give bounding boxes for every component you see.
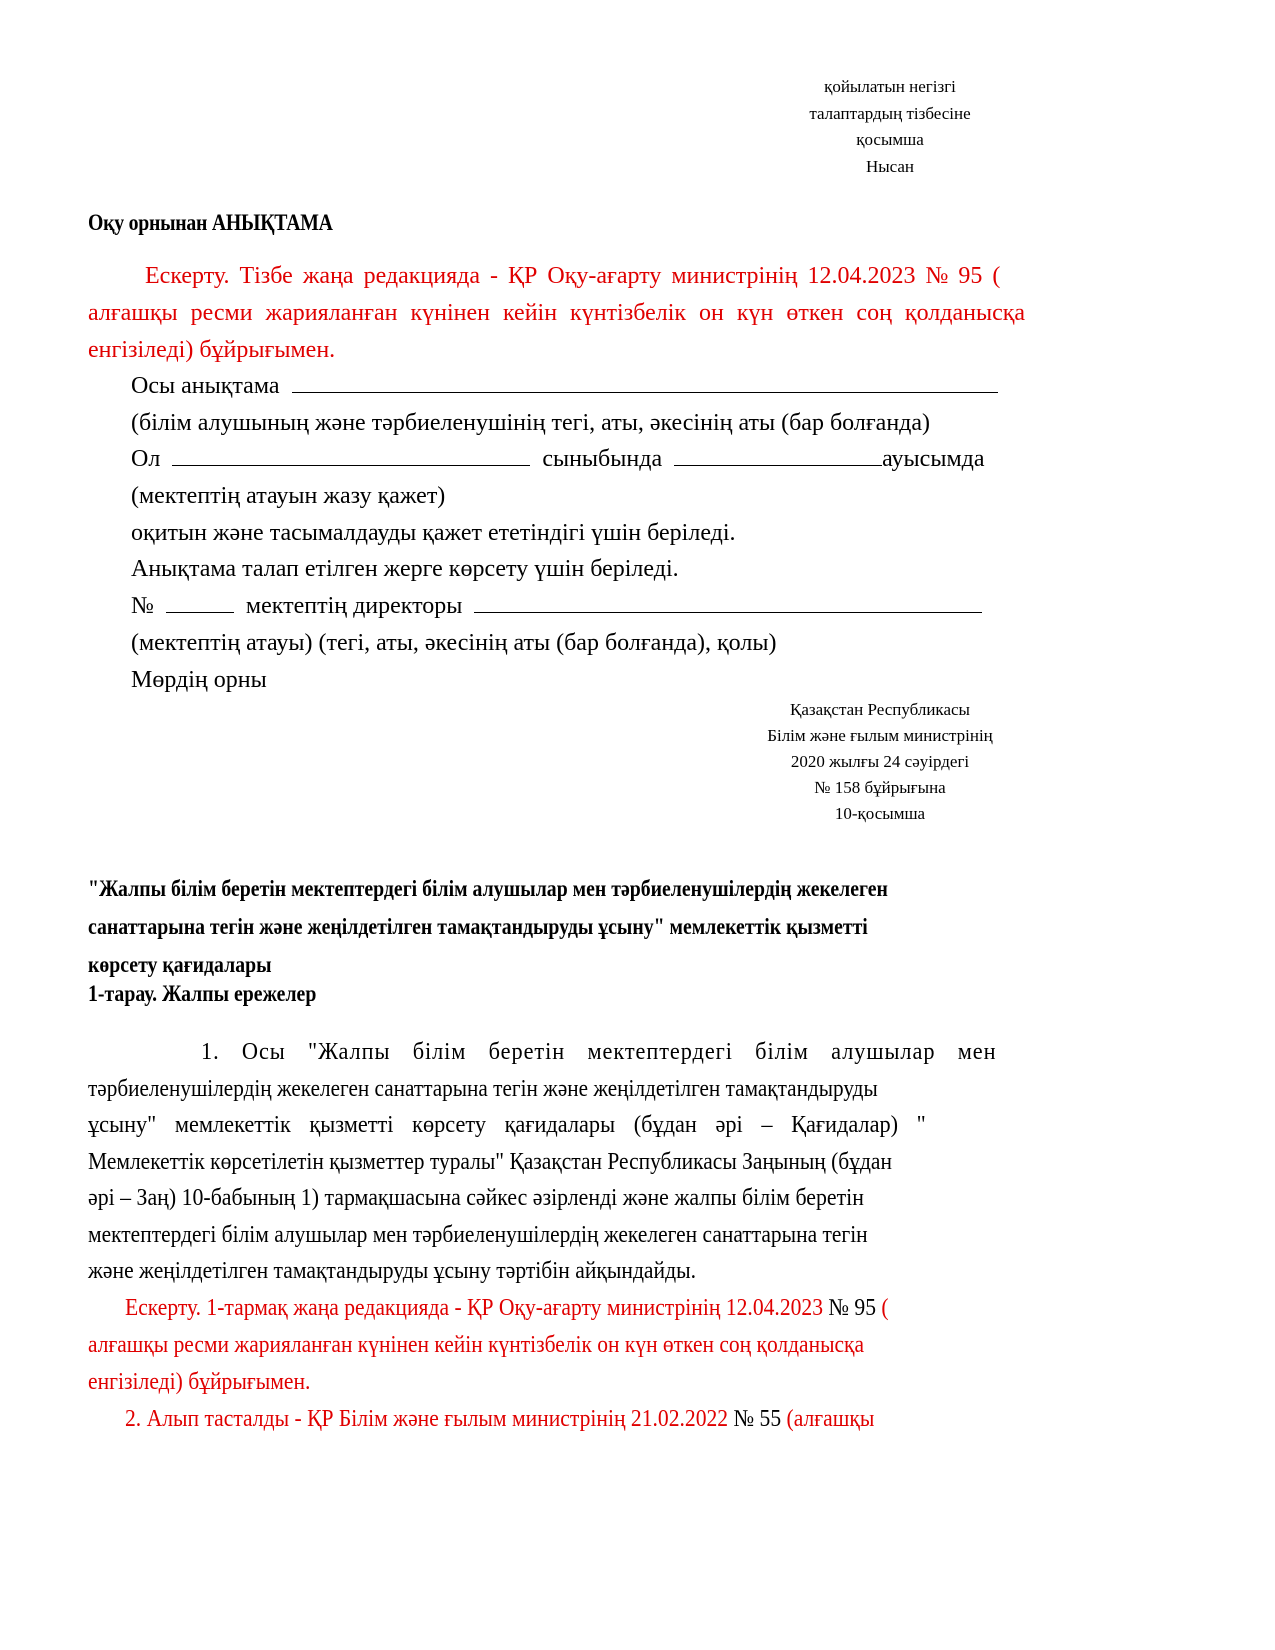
paragraph-line: Мемлекеттік көрсетілетін қызметтер туралы" Қазақстан Республикасы Заңының (бұдан: [88, 1148, 892, 1175]
student-name-blank[interactable]: [292, 370, 998, 393]
paragraph-2-text: (алғашқы: [786, 1406, 875, 1432]
note2-line: енгізіледі) бұйрығымен.: [88, 1369, 311, 1395]
order-header-line: 10-қосымша: [834, 804, 926, 823]
order-header-line: 2020 жылғы 24 сәуірдегі: [790, 752, 970, 771]
appendix-header-line: қойылатын негізгі: [824, 77, 956, 96]
form-line-1: [131, 368, 998, 405]
order-header: [730, 697, 1030, 827]
form-line-2: (білім алушының және тәрбиеленушінің тегі, аты, әкесінің аты (бар болғанда): [131, 409, 931, 436]
note-line: енгізіледі) бұйрығымен.: [88, 337, 336, 363]
note2-text: Ескерту. 1-тармақ жаңа редакцияда - ҚР Оқу-ағарту министрінің 12.04.2023: [125, 1295, 824, 1321]
note-line: алғашқы ресми жарияланған күнінен кейін күнтізбелік он күн өткен соң қолданысқа: [88, 300, 1026, 326]
appendix-header: [740, 74, 1040, 180]
note-line: Ескерту. Тізбе жаңа редакцияда - ҚР Оқу-ағарту министрінің 12.04.2023 № 95 (: [145, 263, 1001, 289]
paragraph-line: 1. Осы "Жалпы білім беретін мектептердегі білім алушылар мен: [201, 1039, 997, 1065]
form-line-6: Анықтама талап етілген жерге көрсету үшін беріледі.: [131, 556, 679, 583]
paragraph-2-line: [125, 1401, 874, 1438]
note2-line-1: [125, 1290, 889, 1327]
appendix-header-line: Нысан: [865, 156, 915, 176]
order-header-line: № 158 бұйрығына: [814, 778, 946, 797]
paragraph-1: [88, 1034, 1180, 1290]
paragraph-line: және жеңілдетілген тамақтандыруды ұсыну тәртібін айқындайды.: [88, 1258, 696, 1284]
paragraph-line: ұсыну" мемлекеттік қызметті көрсету қағидалары (бұдан әрі – Қағидалар) ": [88, 1112, 926, 1138]
form-label-number: №: [131, 593, 154, 620]
amendment-note-2: [88, 1290, 1180, 1438]
appendix-header-line: талаптардың тізбесіне: [809, 103, 971, 123]
paragraph-line: әрі – Заң) 10-бабының 1) тармақшасына сәйкес әзірленді және жалпы білім беретін: [88, 1185, 864, 1211]
form-line-4: (мектептің атауын жазу қажет): [131, 483, 446, 510]
form-label-class: сыныбында: [542, 446, 663, 473]
form-label-certificate: Осы анықтама: [131, 373, 280, 399]
order-header-line: Қазақстан Республикасы: [790, 700, 970, 719]
order-header-line: Білім және ғылым министрінің: [767, 726, 993, 745]
form-line-7: [131, 588, 998, 625]
certificate-form: [131, 368, 998, 698]
order-number: № 95: [828, 1295, 877, 1321]
chapter-title: 1-тарау. Жалпы ережелер: [88, 981, 317, 1006]
director-signature-blank[interactable]: [474, 590, 982, 613]
appendix-header-line: қосымша: [856, 130, 924, 149]
paragraph-line: мектептердегі білім алушылар мен тәрбиеленушілердің жекелеген санаттарына тегін: [88, 1221, 868, 1248]
paragraph-2: [88, 1401, 1180, 1438]
amendment-note-1: [88, 258, 1180, 369]
form-label-he: Ол: [131, 446, 161, 473]
order-number: № 55: [733, 1406, 782, 1432]
form-line-9: Мөрдің орны: [131, 666, 267, 693]
form-line-5: оқитын және тасымалдауды қажет ететіндігі үшін беріледі.: [131, 519, 736, 546]
paragraph-2-text: 2. Алып тасталды - ҚР Білім және ғылым министрінің 21.02.2022: [125, 1406, 729, 1432]
rules-title: [88, 870, 1188, 984]
form-line-3: [131, 441, 998, 478]
form-line-8: (мектептің атауы) (тегі, аты, әкесінің аты (бар болғанда), қолы): [131, 629, 777, 656]
form-label-director: мектептің директоры: [245, 593, 463, 620]
school-number-blank[interactable]: [166, 590, 234, 613]
note2-line: алғашқы ресми жарияланған күнінен кейін күнтізбелік он күн өткен соң қолданысқа: [88, 1332, 865, 1358]
school-name-blank[interactable]: [172, 443, 530, 466]
form-label-shift: ауысымда: [882, 446, 985, 473]
rules-title-line: "Жалпы білім беретін мектептердегі білім алушылар мен тәрбиеленушілердің жекелеген: [88, 876, 888, 901]
paragraph-line: тәрбиеленушілердің жекелеген санаттарына тегін және жеңілдетілген тамақтандыруды: [88, 1075, 878, 1102]
certificate-title: Оқу орнынан АНЫҚТАМА: [88, 210, 333, 235]
note2-paren: (: [881, 1295, 889, 1321]
rules-title-line: көрсету қағидалары: [88, 952, 272, 977]
rules-title-line: санаттарына тегін және жеңілдетілген тамақтандыруды ұсыну" мемлекеттік қызметті: [88, 914, 868, 939]
shift-blank[interactable]: [674, 443, 882, 466]
